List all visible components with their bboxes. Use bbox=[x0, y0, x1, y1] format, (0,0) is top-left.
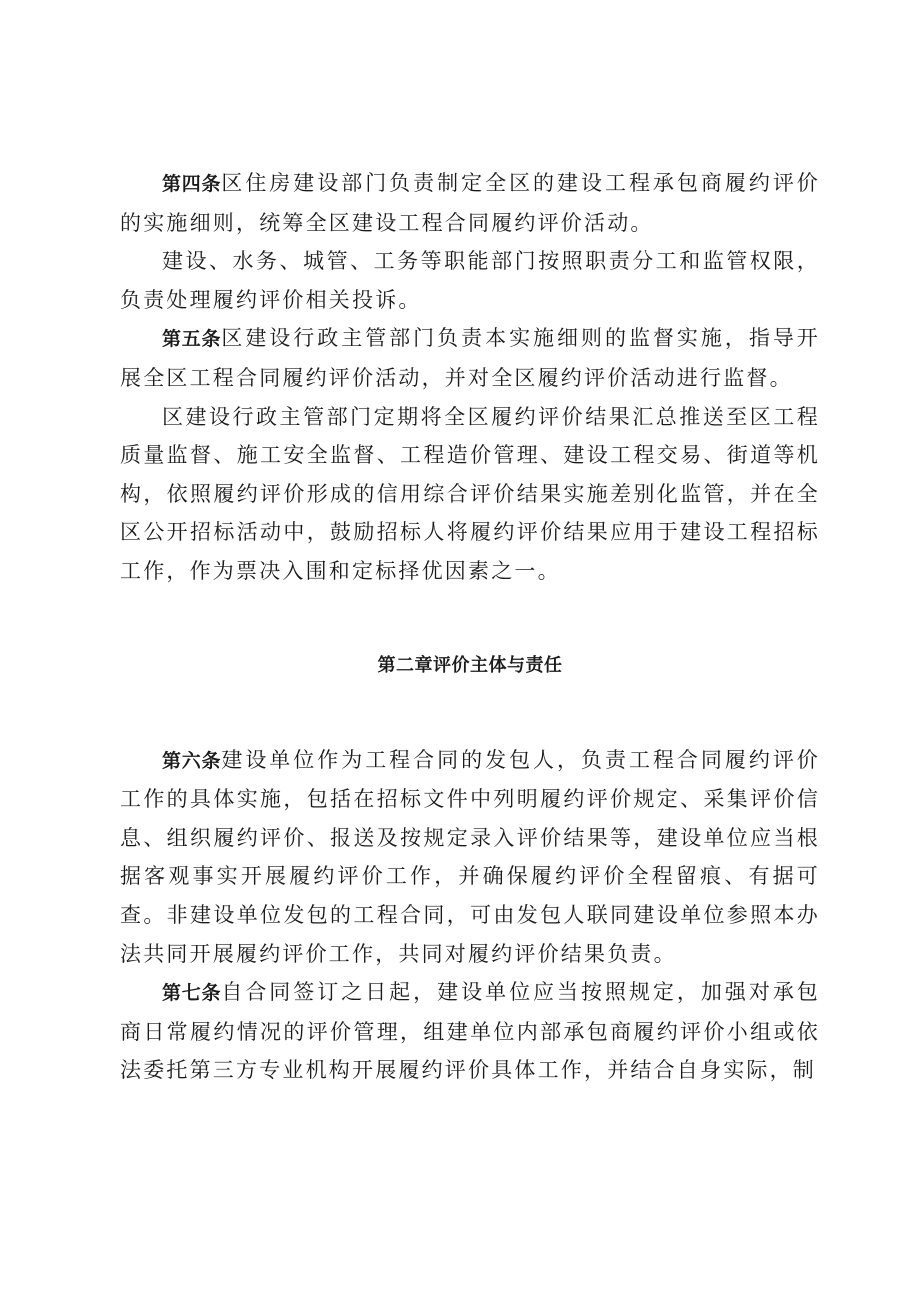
article-4-text: 区住房建设部门负责制定全区的建设工程承包商履约评价的实施细则，统筹全区建设工程合同履约评价活动。 bbox=[120, 171, 820, 235]
article-7-text: 自合同签订之日起，建设单位应当按照规定，加强对承包商日常履约情况的评价管理，组建单位内部承包商履约评价小组或依法委托第三方专业机构开展履约评价具体工作，并结合自身实际，制 bbox=[120, 980, 820, 1083]
article-6-heading: 第六条 bbox=[162, 749, 222, 772]
article-5-text: 区建设行政主管部门负责本实施细则的监督实施，指导开展全区工程合同履约评价活动，并对全区履约评价活动进行监督。 bbox=[120, 326, 820, 390]
article-4-text-2: 建设、水务、城管、工务等职能部门按照职责分工和监管权限，负责处理履约评价相关投诉。 bbox=[120, 249, 820, 312]
article-5-text-2: 区建设行政主管部门定期将全区履约评价结果汇总推送至区工程质量监督、施工安全监督、工程造价管理、建设工程交易、街道等机构，依照履约评价形成的信用综合评价结果实施差别化监管，并在全区公开招标活动中，鼓励招标人将履约评价结果应用于建设工程招标工作，作为票决入围和定标择优因素之一。 bbox=[120, 404, 820, 583]
article-7-paragraph bbox=[120, 973, 820, 1090]
article-6-paragraph bbox=[120, 741, 820, 974]
article-5-paragraph bbox=[120, 319, 820, 397]
chapter-heading: 第二章评价主体与责任 bbox=[377, 654, 563, 676]
article-6-text: 建设单位作为工程合同的发包人，负责工程合同履约评价工作的具体实施，包括在招标文件中列明履约评价规定、采集评价信息、组织履约评价、报送及按规定录入评价结果等，建设单位应当根据客观事实开展履约评价工作，并确保履约评价全程留痕、有据可查。非建设单位发包的工程合同，可由发包人联同建设单位参照本办法共同开展履约评价工作，共同对履约评价结果负责。 bbox=[120, 747, 820, 966]
article-5-paragraph-2 bbox=[120, 398, 820, 591]
article-4-paragraph bbox=[120, 164, 820, 242]
article-5-heading: 第五条 bbox=[162, 328, 222, 351]
article-7-heading: 第七条 bbox=[162, 982, 222, 1005]
article-4-heading: 第四条 bbox=[162, 173, 222, 195]
article-4-paragraph-2 bbox=[120, 242, 820, 319]
document-page bbox=[120, 164, 820, 1090]
